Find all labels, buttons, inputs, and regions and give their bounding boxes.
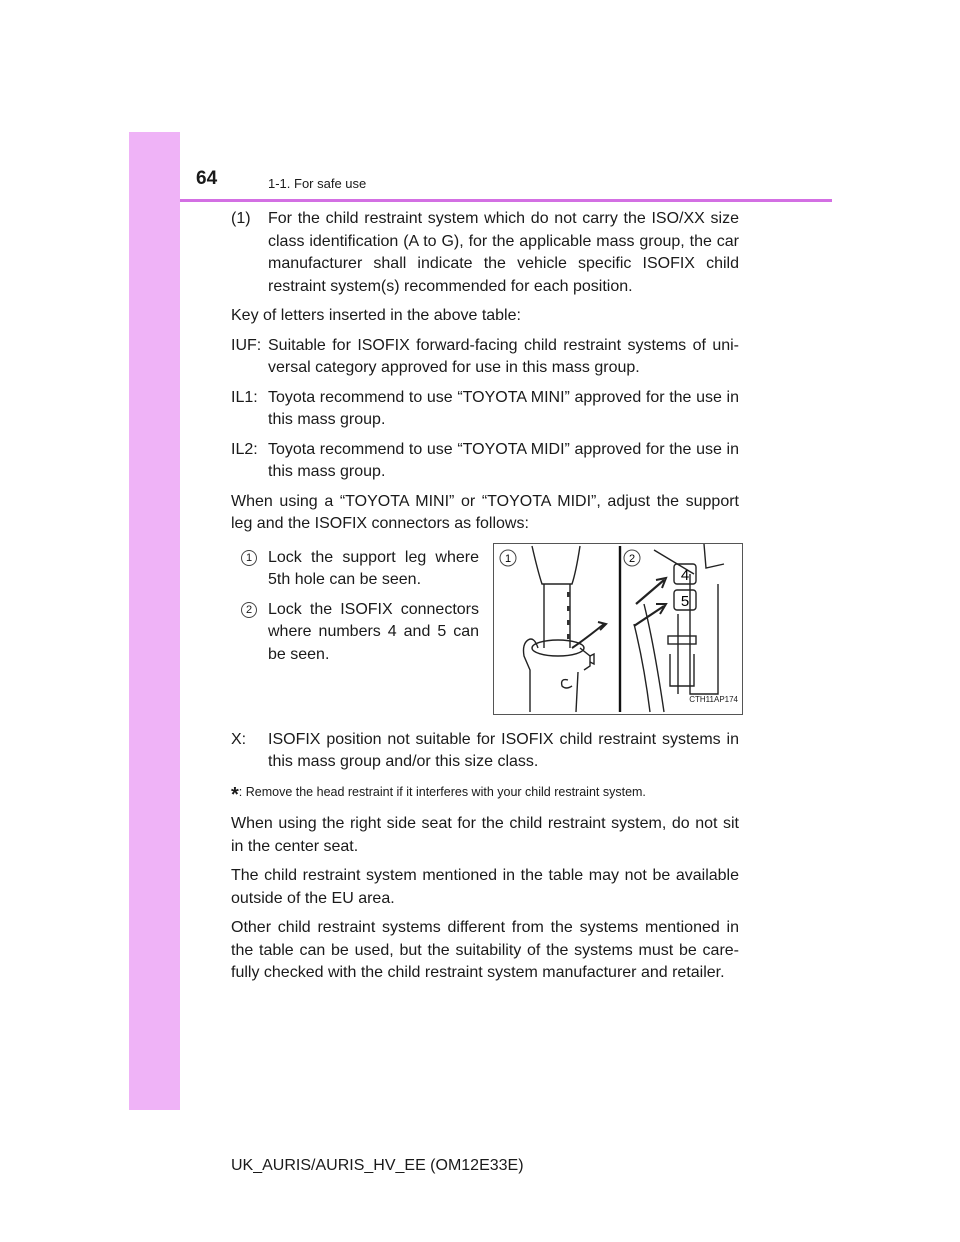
section-title: 1-1. For safe use bbox=[268, 176, 367, 191]
step-number-1: 1 bbox=[241, 550, 257, 566]
key-il2: IL2: Toyota recommend to use “TOYOTA MIDI” approved for the use in this mass group. bbox=[231, 440, 739, 480]
main-content bbox=[231, 208, 739, 992]
step-2: 2 Lock the ISOFIX connectors where numbers 4 and 5 can be seen. bbox=[241, 599, 479, 667]
figure-code: CTH11AP174 bbox=[689, 695, 738, 704]
key-x: X: ISOFIX position not suitable for ISOFIX child restraint systems in this mass group and/or this size class. bbox=[231, 730, 739, 770]
step-1: 1 Lock the support leg where 5th hole can be seen. bbox=[241, 547, 479, 592]
isofix-drawing bbox=[494, 544, 742, 714]
paragraph-eu-availability: The child restraint system mentioned in the table may not be available outside of the EU area. bbox=[231, 867, 739, 907]
figure-callout-2: 2 bbox=[628, 552, 636, 565]
figure-number-4: 4 bbox=[680, 566, 690, 584]
usage-text: When using a “TOYOTA MINI” or “TOYOTA MIDI”, adjust the support leg and the ISOFIX connectors as follows: bbox=[231, 492, 739, 532]
figure-callout-1: 1 bbox=[504, 552, 512, 565]
step-number-2: 2 bbox=[241, 602, 257, 618]
page-number: 64 bbox=[196, 168, 218, 189]
key-iuf: IUF: Suitable for ISOFIX forward-facing child restraint systems of uni- versal category approved for use in this mass group. bbox=[231, 336, 739, 376]
asterisk: * bbox=[231, 783, 239, 806]
header-rule bbox=[180, 199, 832, 202]
paragraph-other-systems: Other child restraint systems different from the systems mentioned in the table can be used, but the suitability of the systems must be care- fully checked with the child restraint system manufacturer and retailer. bbox=[231, 919, 739, 981]
key-il1: IL1: Toyota recommend to use “TOYOTA MINI” approved for the use in this mass group. bbox=[231, 388, 739, 428]
paragraph-center-seat: When using the right side seat for the child restraint system, do not sit in the center seat. bbox=[231, 815, 739, 855]
note-item-1: (1) For the child restraint system which do not carry the ISO/XX size class identification (A to G), for the applicable mass group, the car manufacturer shall indicate the vehicle specific ISOFIX child restraint system(s) recommended for each position. bbox=[231, 210, 739, 295]
isofix-illustration bbox=[493, 543, 743, 715]
key-intro: Key of letters inserted in the above table: bbox=[231, 307, 521, 324]
adjustment-steps bbox=[231, 543, 739, 725]
footnote: *: Remove the head restraint if it interferes with your child restraint system. bbox=[231, 783, 646, 806]
figure-number-5: 5 bbox=[680, 592, 690, 610]
side-tab-bar bbox=[129, 132, 180, 1110]
page-footer: UK_AURIS/AURIS_HV_EE (OM12E33E) bbox=[231, 1157, 524, 1174]
